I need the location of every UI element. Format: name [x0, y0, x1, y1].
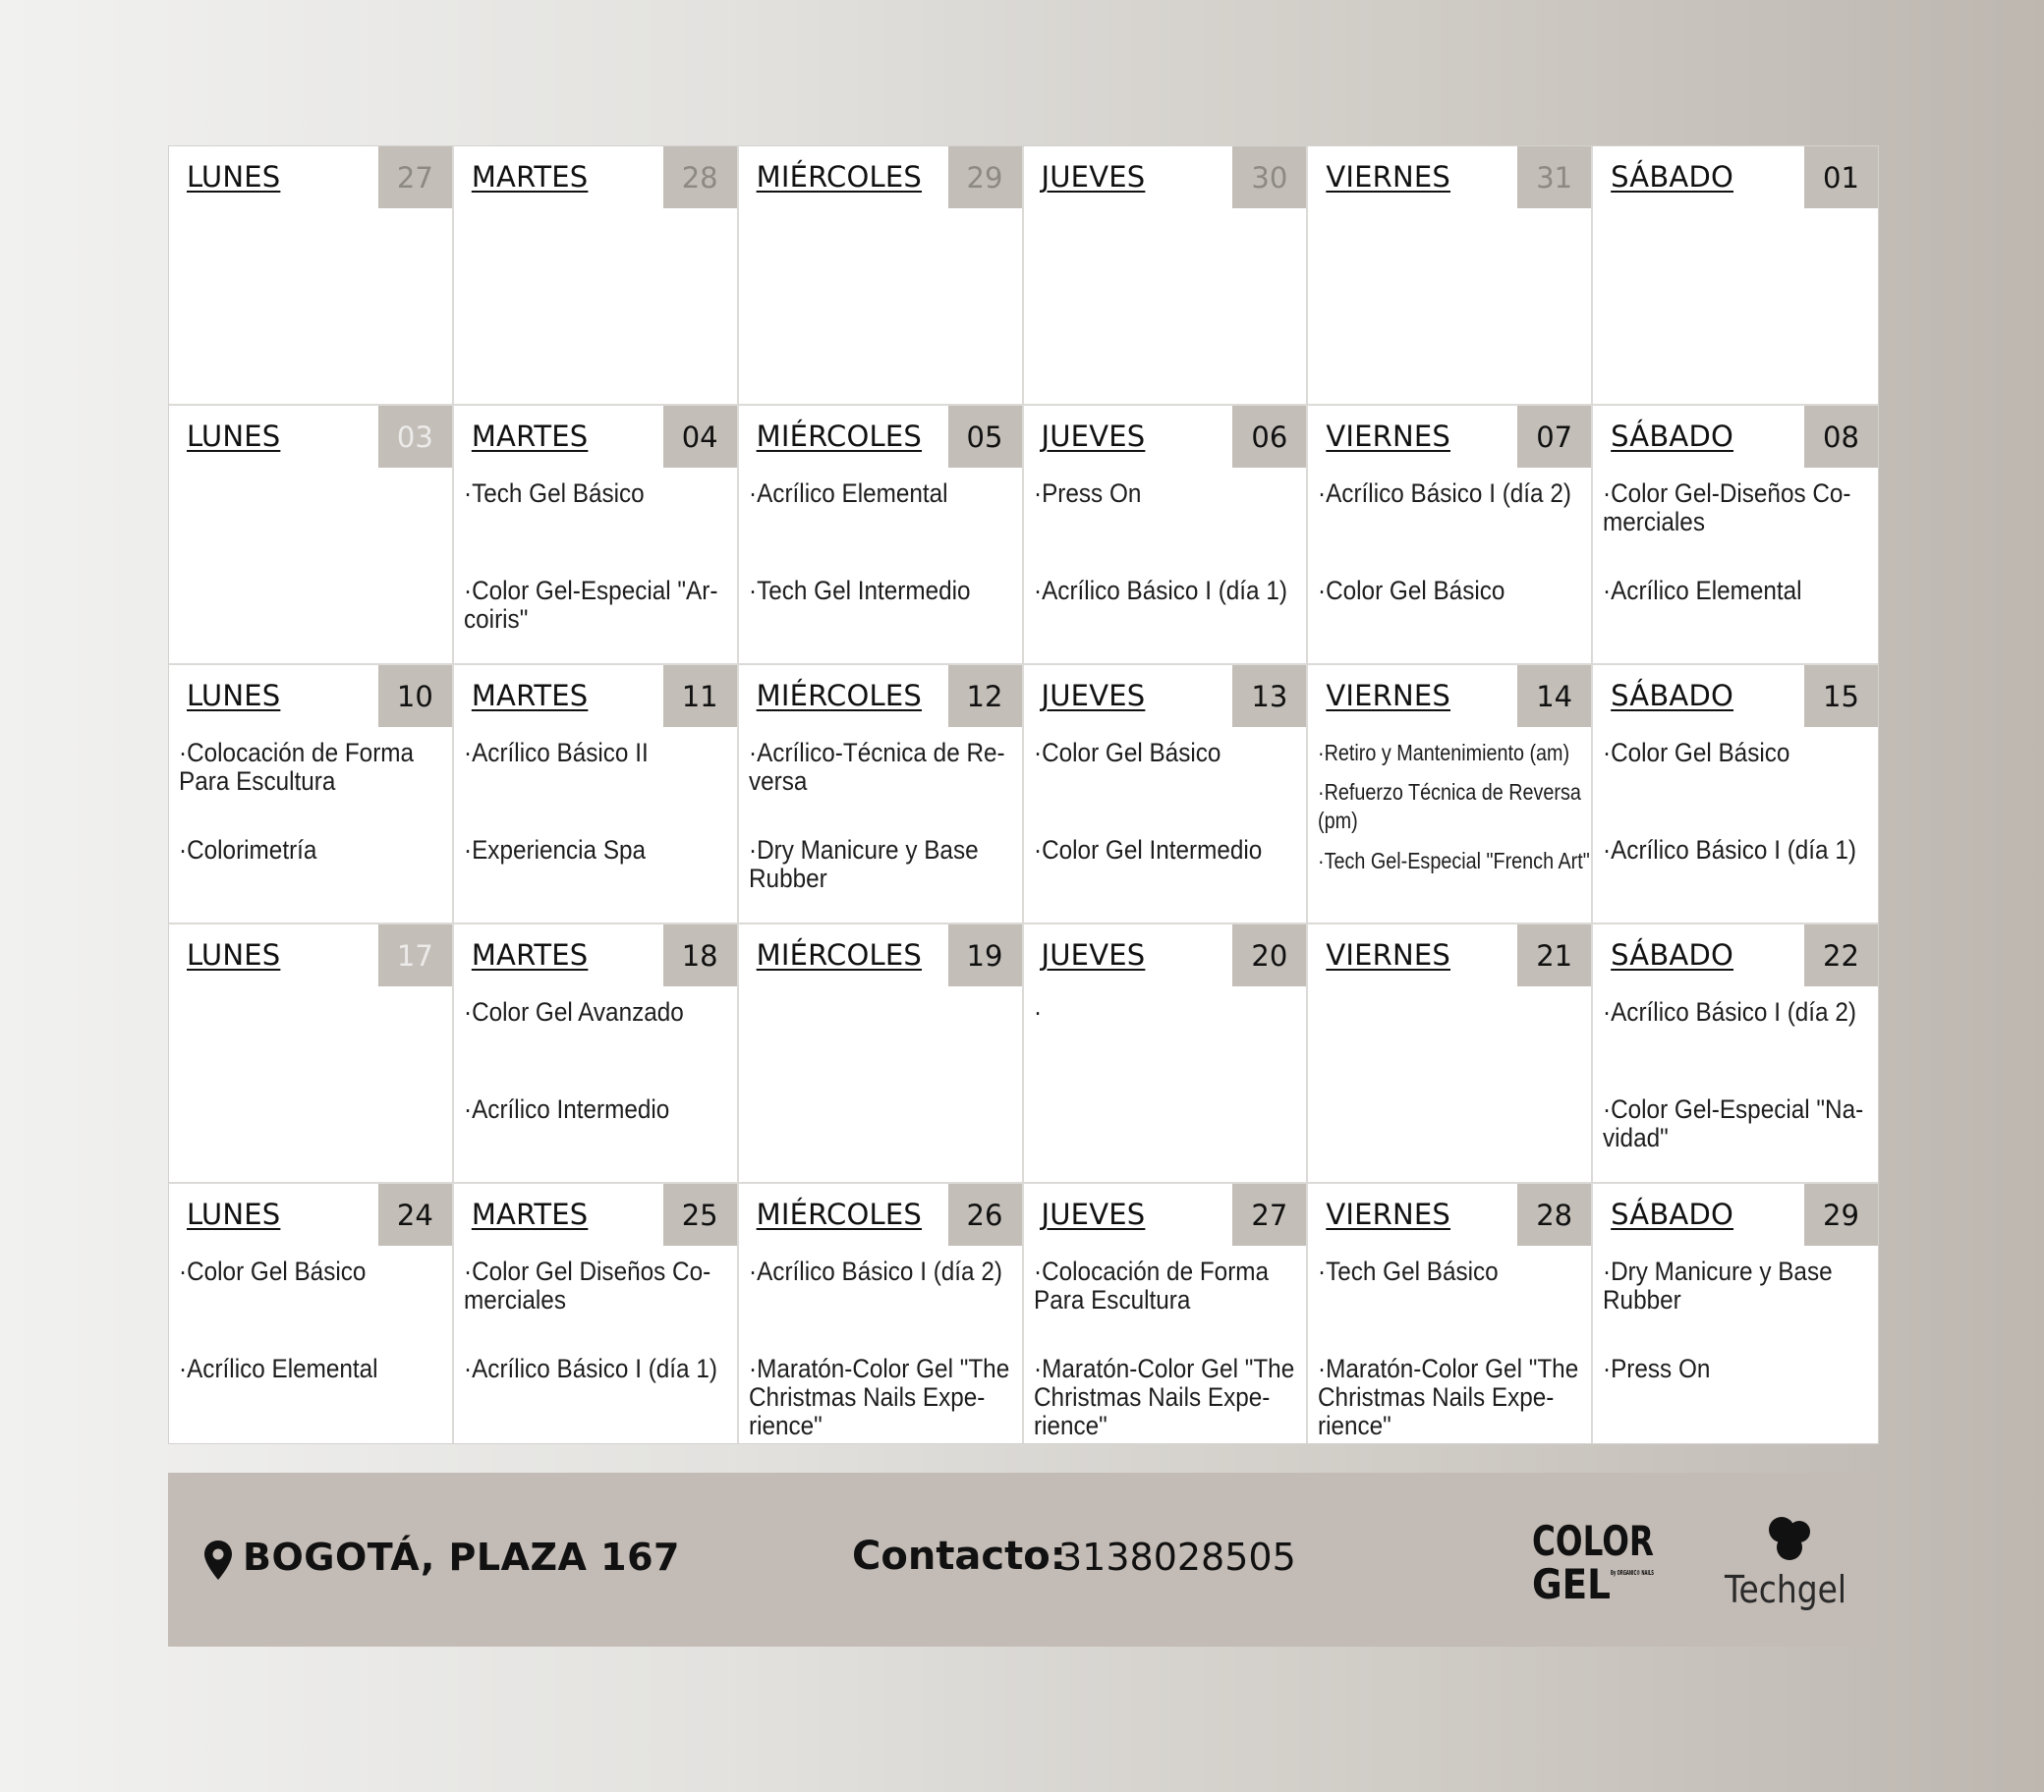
day-number: 12	[948, 665, 1022, 727]
day-number: 21	[1517, 924, 1591, 986]
calendar-day-cell	[1593, 924, 1878, 1184]
class-event: ·Acrílico Básico I (día 2)	[1603, 997, 1857, 1027]
day-number: 27	[1232, 1184, 1306, 1246]
class-event: ·Color Gel Básico	[179, 1257, 367, 1286]
calendar-day-cell	[1308, 1184, 1593, 1443]
weekday-label: SÁBADO	[1611, 938, 1734, 972]
calendar-day-cell	[454, 406, 739, 665]
day-number: 05	[948, 406, 1022, 468]
class-event: ·Maratón-Color Gel "The Christmas Nails Expe-rience"	[748, 1354, 1009, 1440]
day-number: 06	[1232, 406, 1306, 468]
calendar-day-cell	[454, 665, 739, 924]
calendar-day-cell	[169, 146, 454, 406]
class-event: ·Color Gel Básico	[1318, 576, 1505, 605]
day-number: 14	[1517, 665, 1591, 727]
class-event: ·Acrílico Básico I (día 1)	[1603, 835, 1857, 865]
class-event: ·Acrílico Elemental	[179, 1354, 378, 1383]
day-number: 22	[1804, 924, 1878, 986]
class-event: ·Acrílico Básico I (día 1)	[463, 1354, 717, 1383]
calendar-day-cell	[1024, 1184, 1309, 1443]
calendar-day-cell	[454, 1184, 739, 1443]
day-number: 03	[378, 406, 452, 468]
colorgel-logo-line1: COLOR	[1532, 1517, 1654, 1565]
weekday-label: JUEVES	[1041, 1198, 1146, 1231]
weekday-label: MARTES	[471, 160, 589, 194]
class-event: ·Color Gel Intermedio	[1033, 835, 1262, 865]
day-number: 29	[948, 146, 1022, 208]
class-event: ·Colocación de Forma Para Escultura	[179, 738, 415, 796]
location-text: BOGOTÁ, PLAZA 167	[243, 1536, 680, 1579]
class-event: ·Maratón-Color Gel "The Christmas Nails Expe-rience"	[1318, 1354, 1579, 1440]
day-number: 07	[1517, 406, 1591, 468]
calendar-day-cell	[739, 924, 1024, 1184]
weekday-label: VIERNES	[1326, 938, 1451, 972]
calendar-day-cell	[454, 924, 739, 1184]
class-event: ·Acrílico Elemental	[748, 478, 948, 508]
class-event: ·Dry Manicure y Base Rubber	[748, 835, 979, 893]
weekday-label: MIÉRCOLES	[756, 938, 923, 972]
day-number: 26	[948, 1184, 1022, 1246]
day-number: 17	[378, 924, 452, 986]
weekday-label: VIERNES	[1326, 679, 1451, 712]
calendar-day-cell	[739, 665, 1024, 924]
class-event: ·	[1033, 997, 1042, 1027]
contact-phone[interactable]: 3138028505	[1058, 1536, 1296, 1579]
weekday-label: VIERNES	[1326, 160, 1451, 194]
class-event: ·Press On	[1033, 478, 1141, 508]
class-event: ·Acrílico-Técnica de Re-versa	[748, 738, 1005, 796]
colorgel-logo-line2: GEL	[1532, 1560, 1611, 1608]
weekday-label: SÁBADO	[1611, 160, 1734, 194]
day-number: 27	[378, 146, 452, 208]
weekday-label: JUEVES	[1041, 938, 1146, 972]
calendar-day-cell	[1308, 665, 1593, 924]
class-event: ·Color Gel Diseños Co-merciales	[463, 1257, 711, 1315]
day-number: 19	[948, 924, 1022, 986]
class-event: ·Retiro y Mantenimiento (am)	[1318, 740, 1570, 765]
weekday-label: JUEVES	[1041, 679, 1146, 712]
weekday-label: VIERNES	[1326, 420, 1451, 453]
calendar-grid	[168, 145, 1879, 1444]
day-number: 31	[1517, 146, 1591, 208]
class-event: ·Press On	[1603, 1354, 1711, 1383]
calendar-day-cell	[1024, 924, 1309, 1184]
colorgel-logo-byline: By ORGANIC® NAILS	[1611, 1569, 1654, 1577]
weekday-label: SÁBADO	[1611, 679, 1734, 712]
weekday-label: VIERNES	[1326, 1198, 1451, 1231]
techgel-logo	[1723, 1506, 1850, 1612]
techgel-logo-text: Techgel	[1724, 1568, 1846, 1611]
calendar-day-cell	[1593, 1184, 1878, 1443]
calendar-day-cell	[169, 665, 454, 924]
calendar-day-cell	[739, 1184, 1024, 1443]
weekday-label: SÁBADO	[1611, 1198, 1734, 1231]
weekday-label: MARTES	[471, 420, 589, 453]
day-number: 04	[663, 406, 737, 468]
weekday-label: MIÉRCOLES	[756, 420, 923, 453]
day-number: 28	[1517, 1184, 1591, 1246]
weekday-label: LUNES	[187, 938, 281, 972]
class-event: ·Color Gel-Diseños Co-merciales	[1603, 478, 1851, 536]
day-number: 01	[1804, 146, 1878, 208]
colorgel-logo	[1532, 1516, 1655, 1608]
calendar-day-cell	[1024, 665, 1309, 924]
map-pin-icon	[203, 1540, 233, 1581]
calendar-day-cell	[1308, 146, 1593, 406]
calendar-day-cell	[739, 406, 1024, 665]
class-event: ·Color Gel-Especial "Ar-coiris"	[463, 576, 718, 634]
class-event: ·Acrílico Básico II	[463, 738, 649, 767]
class-event: ·Color Gel Básico	[1033, 738, 1221, 767]
day-number: 20	[1232, 924, 1306, 986]
day-number: 29	[1804, 1184, 1878, 1246]
class-event: ·Acrílico Intermedio	[463, 1094, 670, 1124]
day-number: 15	[1804, 665, 1878, 727]
day-number: 28	[663, 146, 737, 208]
weekday-label: LUNES	[187, 679, 281, 712]
weekday-label: MIÉRCOLES	[756, 679, 923, 712]
calendar-day-cell	[169, 1184, 454, 1443]
class-event: ·Tech Gel Intermedio	[748, 576, 971, 605]
class-event: ·Dry Manicure y Base Rubber	[1603, 1257, 1833, 1315]
weekday-label: JUEVES	[1041, 160, 1146, 194]
calendar-day-cell	[1593, 146, 1878, 406]
class-event: ·Color Gel Básico	[1603, 738, 1790, 767]
weekday-label: JUEVES	[1041, 420, 1146, 453]
calendar-day-cell	[1024, 146, 1309, 406]
class-event: ·Colocación de Forma Para Escultura	[1033, 1257, 1269, 1315]
weekday-label: MIÉRCOLES	[756, 160, 923, 194]
calendar-day-cell	[1593, 406, 1878, 665]
day-number: 18	[663, 924, 737, 986]
footer-bar	[168, 1473, 1877, 1647]
calendar-day-cell	[739, 146, 1024, 406]
day-number: 25	[663, 1184, 737, 1246]
weekday-label: SÁBADO	[1611, 420, 1734, 453]
calendar-day-cell	[1593, 665, 1878, 924]
day-number: 10	[378, 665, 452, 727]
day-number: 08	[1804, 406, 1878, 468]
calendar-day-cell	[169, 924, 454, 1184]
day-number: 30	[1232, 146, 1306, 208]
calendar-day-cell	[1024, 406, 1309, 665]
class-event: ·Acrílico Básico I (día 1)	[1033, 576, 1287, 605]
calendar-day-cell	[1308, 406, 1593, 665]
weekday-label: LUNES	[187, 160, 281, 194]
calendar-day-cell	[454, 146, 739, 406]
contact-label: Contacto:	[852, 1534, 1066, 1579]
class-event: ·Acrílico Básico I (día 2)	[748, 1257, 1002, 1286]
weekday-label: MIÉRCOLES	[756, 1198, 923, 1231]
day-number: 24	[378, 1184, 452, 1246]
weekday-label: MARTES	[471, 679, 589, 712]
weekday-label: LUNES	[187, 1198, 281, 1231]
class-event: ·Color Gel-Especial "Na-vidad"	[1603, 1094, 1864, 1152]
class-event: ·Colorimetría	[179, 835, 317, 865]
day-number: 11	[663, 665, 737, 727]
class-event: ·Tech Gel-Especial "French Art"	[1318, 848, 1591, 873]
day-number: 13	[1232, 665, 1306, 727]
weekday-label: LUNES	[187, 420, 281, 453]
class-event: ·Tech Gel Básico	[463, 478, 645, 508]
class-event: ·Acrílico Básico I (día 2)	[1318, 478, 1572, 508]
class-event: ·Refuerzo Técnica de Reversa (pm)	[1318, 779, 1582, 833]
class-event: ·Color Gel Avanzado	[463, 997, 684, 1027]
calendar-day-cell	[1308, 924, 1593, 1184]
weekday-label: MARTES	[471, 1198, 589, 1231]
class-event: ·Maratón-Color Gel "The Christmas Nails Expe-rience"	[1033, 1354, 1294, 1440]
class-event: ·Tech Gel Básico	[1318, 1257, 1500, 1286]
weekday-label: MARTES	[471, 938, 589, 972]
class-event: ·Acrílico Elemental	[1603, 576, 1802, 605]
calendar-day-cell	[169, 406, 454, 665]
class-event: ·Experiencia Spa	[463, 835, 646, 865]
